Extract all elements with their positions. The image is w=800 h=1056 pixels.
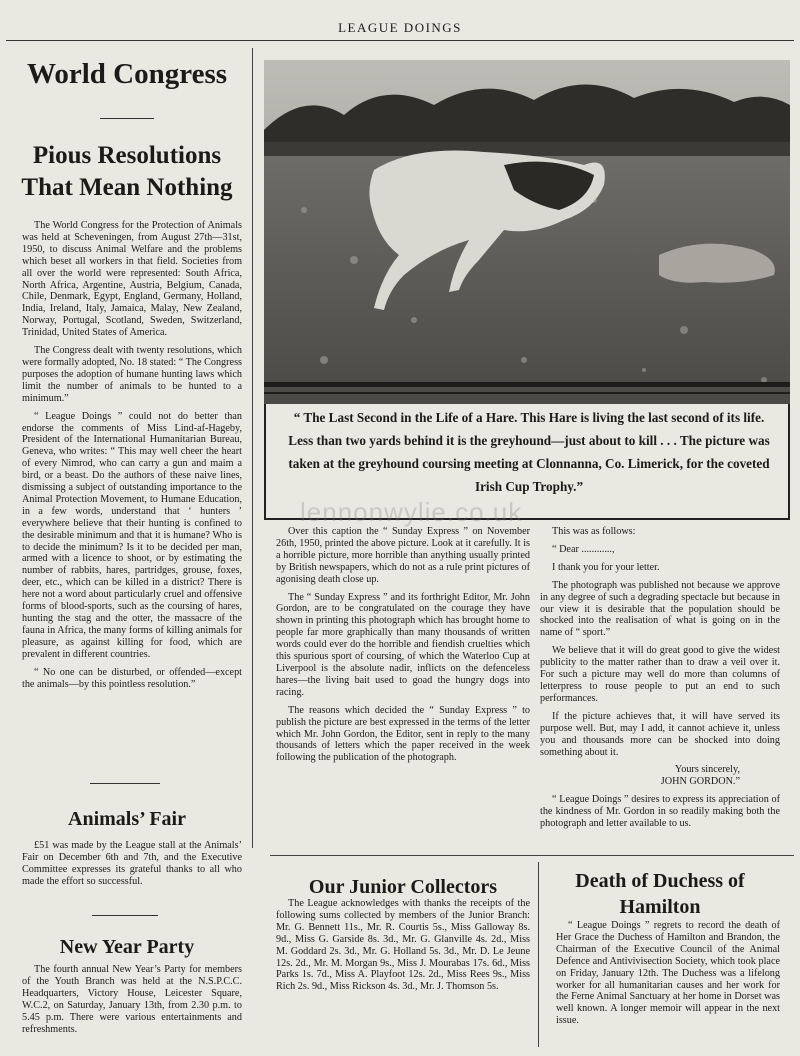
letter-closing: Yours sincerely, bbox=[674, 764, 740, 776]
section-rule bbox=[270, 855, 794, 856]
running-head: LEAGUE DOINGS bbox=[338, 20, 462, 35]
paragraph: Over this caption the “ Sunday Express ” on November 26th, 1950, printed the above picture. Look at it carefully. It is a horrible picture, more horrible than anything usually printed by British newspapers, which do not as a rule print pictures of agonising death close up. bbox=[276, 526, 530, 585]
new-year-party-title: New Year Party bbox=[59, 936, 195, 958]
section-rule bbox=[90, 783, 160, 784]
photo-caption: “ The Last Second in the Life of a Hare. This Hare is living the last second of its life. Less than two yards behind it is the greyhound—just about to kill . . . The picture was taken at the greyhound coursing meeting at Clonnanna, Co. Limerick, for the coveted Irish Cup Trophy.” bbox=[288, 410, 770, 494]
paragraph: The fourth annual New Year’s Party for members of the Youth Branch was held at the N.S.P.C.C. Headquarters, Victory House, Leicester Square, W.C.2, on Saturday, January 13th, from 2.30 p.m. to 5.45 p.m. There were various entertainments and refreshments. bbox=[22, 964, 242, 1035]
column-rule bbox=[538, 862, 539, 1047]
duchess-body bbox=[556, 920, 780, 1033]
world-congress-subtitle: Pious Resolutions That Mean Nothing bbox=[21, 142, 233, 201]
new-year-party-body bbox=[22, 964, 242, 1041]
paragraph: “ League Doings ” regrets to record the death of Her Grace the Duchess of Hamilton and Brandon, the Chairman of the Executive Council of the Animal Defence and Antivivisection Society, which took place on Friday, January 12th. The Duchess was a lifelong worker for all humanitarian causes and her work for the Ferne Animal Sanctuary at her home in Dorset was well known. A longer memoir will appear in the next issue. bbox=[556, 920, 780, 1027]
paragraph: The photograph was published not because we approve in any degree of such a degrading spectacle but because in our view it is desirable that the population should be shocked into the realisation of what is going on in the name of “ sport.” bbox=[540, 579, 780, 639]
animals-fair-body bbox=[22, 840, 242, 894]
letter-signature: JOHN GORDON.” bbox=[660, 776, 740, 788]
junior-collectors-title: Our Junior Collectors bbox=[308, 876, 498, 898]
paragraph: I thank you for your letter. bbox=[552, 561, 660, 573]
animals-fair-title: Animals’ Fair bbox=[68, 808, 186, 830]
greyhound-coursing-photo bbox=[264, 60, 790, 404]
title-rule bbox=[100, 118, 154, 119]
world-congress-body bbox=[22, 220, 242, 696]
paragraph: If the picture achieves that, it will have served its purpose well. But, may I add, it cannot achieve it, unless you and thousands more can be shocked into doing something about it. bbox=[540, 710, 780, 758]
paragraph: “ League Doings ” could not do better than endorse the comments of Miss Lind-af-Hageby, President of the International Humanitarian Bureau, Geneva, who writes: “ This may well cheer the heart of every Nimrod, who can carry a gun and maim a bird, or a beast. Do the authors of these naive lines, dismissing a subject of outstanding importance to the Animal Protection Movement, to Humane Education, in a few words, understand that ‘ hunters ’ everywhere believe that their hunting is confined to the desirable minimum and that it is humane? Who is to decide the minimum? Is it to be decided per man, armed with a licence to shoot, or by estimating the number of rabbits, hares, partridges, grouse, foxes, deer, etc., which can be killed in a district? There is here not a word about particularly cruel and offensive forms of blood-sports, such as the coursing of hares, hunting the stag and the otter, the massacre of the fauna in Africa, the many forms of killing animals for pleasure, as against killing for food, which are prevalent in different countries. bbox=[22, 410, 242, 660]
paragraph: “ League Doings ” desires to express its appreciation of the kindness of Mr. Gordon in so readily making both the photograph and letter available to us. bbox=[540, 794, 780, 830]
paragraph: £51 was made by the League stall at the Animals’ Fair on December 6th and 7th, and the Executive Committee expresses its grateful thanks to all who made the effort so successful. bbox=[22, 840, 242, 887]
letter-intro: This was as follows: bbox=[552, 526, 636, 537]
duchess-title: Death of Duchess of Hamilton bbox=[575, 870, 745, 918]
paragraph: The World Congress for the Protection of Animals was held at Scheveningen, from August 27th—31st, 1950, to discuss Animal Welfare and the problems which beset all workers in that field. Societies from all over the world were represented: South Africa, North Africa, Argentine, Austria, Belgium, Canada, Chile, Denmark, Egypt, England, Germany, Holland, India, Ireland, Italy, Jamaica, Malay, New Zealand, Norway, Portugal, Scotland, Sweden, Switzerland, Trinidad, United States of America. bbox=[22, 220, 242, 339]
world-congress-title: World Congress bbox=[26, 58, 228, 90]
letter-salutation: “ Dear ............, bbox=[552, 543, 615, 555]
paragraph: The Congress dealt with twenty resolutions, which were formally adopted, No. 18 stated: “ The Congress purposes the adoption of humane hunting laws which limit the number of animals to be hunted to a minimum.” bbox=[22, 345, 242, 404]
paragraph: We believe that it will do great good to give the widest publicity to the matter rather than to draw a veil over it. For such a picture may well do more than columns of letterpress to rouse people to put an end to such performances. bbox=[540, 645, 780, 704]
column-rule bbox=[252, 48, 253, 848]
paragraph: The League acknowledges with thanks the receipts of the following sums collected by members of the Junior Branch: Mr. G. Bennett 11s., Mr. R. Courtis 5s., Miss Galloway 8s. 9d., Miss G. Garside 8s. 3d., Mr. G. Glanville 4s. 2d., Miss M. Goddard 2s. 3d., Mr. G. Holland 5s. 3d., Mr. D. Le Jeune 12s. 2d., Mr. M. Morgan 9s., Miss J. Mourabas 17s. 6d., Miss Parks 1s. 7d., Miss A. Playfoot 12s. 2d., Miss Rees 9s., Miss Rich 2s. 9d., Miss Rickson 4s. 3d., Mr. J. Thomson 5s. bbox=[276, 898, 530, 993]
paragraph: “ No one can be disturbed, or offended—except the animals—by this pointless resolution.” bbox=[22, 666, 242, 690]
paragraph: The reasons which decided the “ Sunday Express ” to publish the picture are best expressed in the terms of the letter which Mr. John Gordon, the Editor, sent in reply to the many thousands of letters which the paper received in the week following the publication of the photograph. bbox=[276, 704, 530, 764]
paragraph: The “ Sunday Express ” and its forthright Editor, Mr. John Gordon, are to be congratulated on the courage they have shown in printing this photograph which has brought home to people far more graphically than many thousands of written words could ever do the horrible and fiendish cruelties which this spurious sport of coursing, of which the Waterloo Cup at Liverpool is the absolute nadir, inflicts on the defenceless hares—the living bait used to goad the hungry dogs into racing. bbox=[276, 591, 530, 698]
article-left-column bbox=[276, 526, 530, 770]
watermark: lennonwylie.co.uk bbox=[300, 497, 523, 527]
header-rule bbox=[6, 40, 794, 41]
junior-collectors-body bbox=[276, 898, 530, 999]
letter-column bbox=[540, 526, 780, 836]
section-rule bbox=[92, 915, 158, 916]
